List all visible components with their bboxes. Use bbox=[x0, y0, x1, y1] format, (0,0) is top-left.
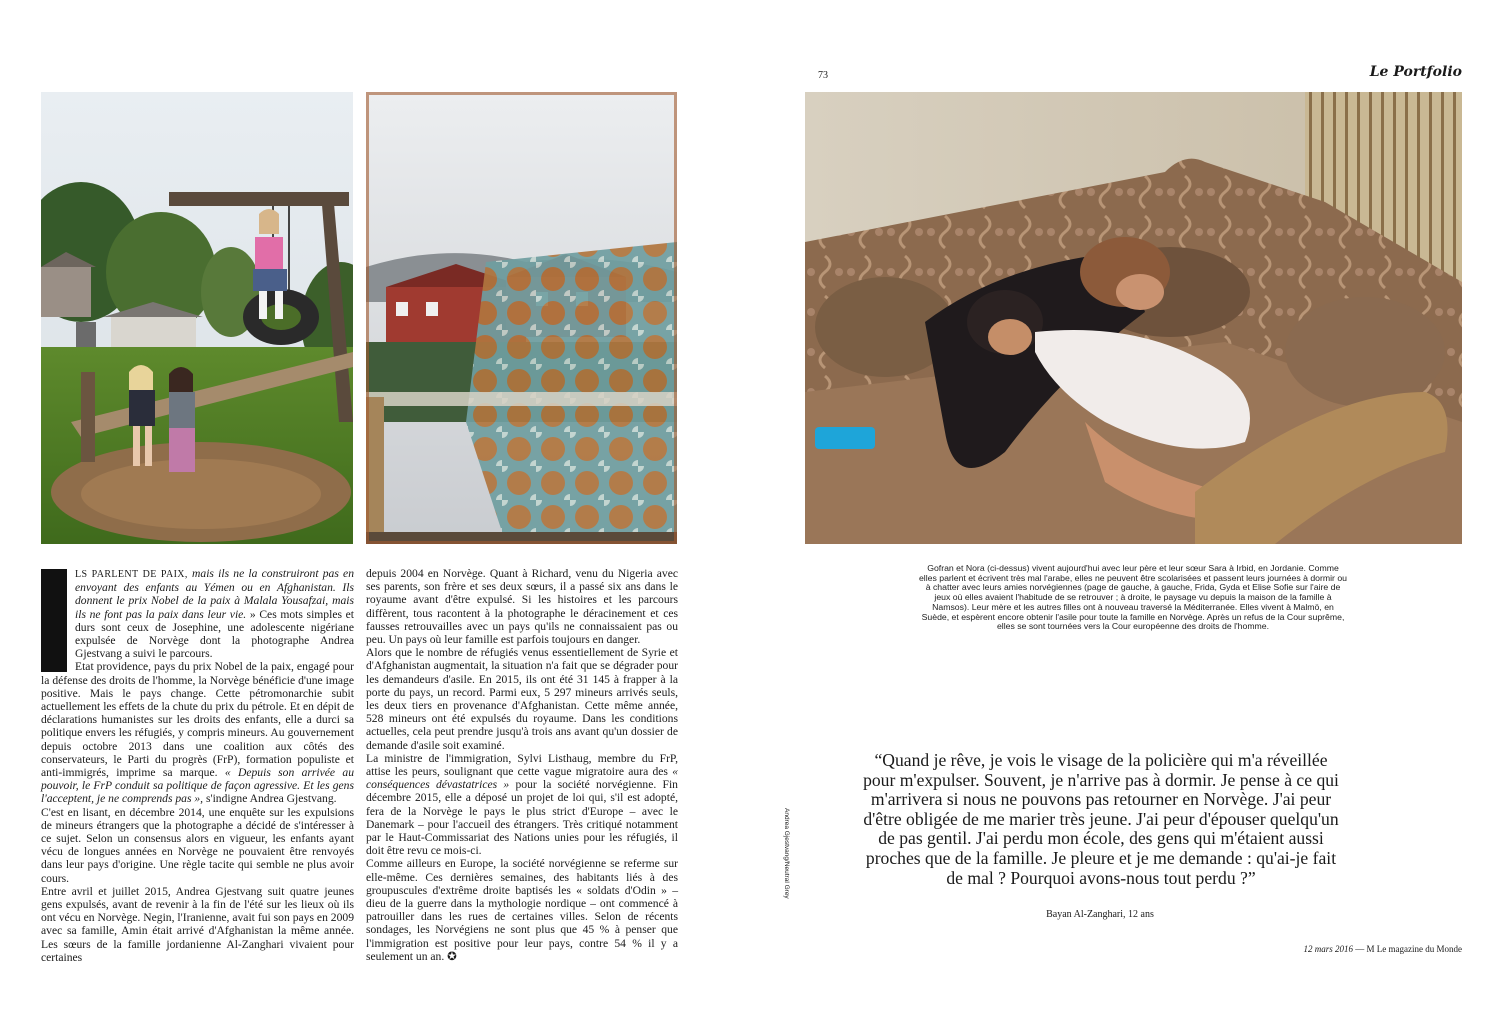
article-paragraph bbox=[41, 567, 354, 660]
article-paragraph: depuis 2004 en Norvège. Quant à Richard, venu du Nigeria avec ses parents, son frère et ses deux sœurs, il a passé six ans dans le royaume avant d'être expulsé. Si les histoires et les parcours diffèrent, tous racontent à la photographe le déracinement et ces fausses retrouvailles avec un pays qu'ils ne connaissaient pas ou peu. Un pays où leur famille est parfois toujours en danger. bbox=[366, 567, 678, 647]
page-number: 73 bbox=[818, 70, 828, 81]
article-paragraph bbox=[366, 752, 678, 858]
paragraph-text: s'indigne Andrea Gjestvang. bbox=[205, 792, 337, 806]
article-column-1 bbox=[41, 567, 354, 964]
paragraph-text: Etat providence, pays du prix Nobel de la paix, engagé pour la défense des droits de l'homme, la Norvège bénéficie d'une image positive. Mais le pays change. Cette pétromonarchie subit actuellement les effets de la chute du prix du pétrole. Et en dépit de déclarations humanistes sur les droits des enfants, elle a durci sa politique envers les réfugiés, y compris mineurs. Au gouvernement depuis octobre 2013 dans une coalition aux côtés des conservateurs, le Parti du progrès (FrP), formation populiste et anti-immigrés, imprime sa marque. bbox=[41, 660, 354, 780]
paragraph-text: pour la société norvégienne. Fin décembre 2015, elle a déposé un projet de loi qui, s'il est adopté, fera de la Norvège le pays le plus strict d'Europe – avec le Danemark – pour l'accueil des étrangers. Très critiqué notamment par le Haut-Commissariat des Nations unies pour les réfugiés, il doit être revu ce mois-ci. bbox=[366, 778, 678, 858]
paragraph-text: La ministre de l'immigration, Sylvi Listhaug, membre du FrP, attise les peurs, soulignant que cette vague migratoire aura des bbox=[366, 751, 678, 779]
lead-italic-quote: mais ils ne la construiront pas en envoyant des enfants au Yémen ou en Afghanistan. Ils donnent le prix Nobel de la paix à Malala Yousafzai, mais ils ne font pas la paix dans leur vie. bbox=[75, 567, 354, 621]
article-paragraph bbox=[41, 660, 354, 805]
inline-quote: « Depuis son arrivée au pouvoir, le FrP conduit sa politique de façon agressive. Et les gens l'acceptent, je ne comprends pas », bbox=[41, 766, 354, 806]
photo-playground-image bbox=[41, 92, 353, 544]
footer-date: 12 mars 2016 bbox=[1303, 944, 1354, 954]
article-paragraph bbox=[366, 857, 678, 963]
photo-sleeping-girls-image bbox=[805, 92, 1462, 544]
section-title: Le Portfolio bbox=[1369, 64, 1462, 80]
article-paragraph: Alors que le nombre de réfugiés venus essentiellement de Syrie et d'Afghanistan augmentait, la situation n'a fait que se dégrader pour les demandeurs d'asile. En 2015, ils ont été 31 145 à frapper à la porte du pays, un record. Parmi eux, 5 297 mineurs arrivés seuls, les deux tiers en provenance d'Afghanistan. Cette même année, 528 mineurs ont été expulsés du royaume. Dans les conditions actuelles, cela peut prendre jusqu'à trois ans avant qu'un dossier de demande d'asile soit examiné. bbox=[366, 646, 678, 752]
article-paragraph: Entre avril et juillet 2015, Andrea Gjestvang suit quatre jeunes gens expulsés, avant de revenir à la fin de l'été sur les lieux où ils ont vécu en Norvège. Negin, l'Iranienne, avait fui son pays en 2009 avec sa famille, Amin était arrivé d'Afghanistan la même année. Les sœurs de la famille jordanienne Al-Zanghari vivaient pour certaines bbox=[41, 884, 354, 964]
photo-window-view bbox=[366, 92, 677, 544]
paragraph-text: Comme ailleurs en Europe, la société norvégienne se referme sur elle-même. Ces dernières semaines, des habitants liés à des groupuscules d'extrême droite baptisés les « soldats d'Odin » – dieu de la guerre dans la mythologie nordique – ont commencé à patrouiller dans les rues de certaines villes. Selon de récents sondages, les Norvégiens ne sont plus que 45 % à penser que l'immigration est positive pour leur pays, contre 54 % il y a seulement un an. bbox=[366, 857, 678, 963]
footer bbox=[1304, 944, 1463, 954]
lead-smallcaps: LS PARLENT DE PAIX, bbox=[75, 569, 188, 580]
article-paragraph: C'est en lisant, en décembre 2014, une enquête sur les expulsions de mineurs étrangers que la photographe a décidé de s'intéresser à ce sujet. Selon un consensus alors en vigueur, les enfants ayant vécu de longues années en Norvège ne pouvaient être renvoyés dans leur pays d'origine. Une règle tacite qui semble ne plus avoir cours. bbox=[41, 805, 354, 885]
article-column-2 bbox=[366, 567, 678, 963]
footer-publication: — M Le magazine du Monde bbox=[1355, 944, 1462, 954]
inline-quote: « conséquences dévastatrices » bbox=[366, 765, 678, 792]
quote-author: Bayan Al-Zanghari, 12 ans bbox=[1046, 909, 1154, 920]
photo-caption: Gofran et Nora (ci-dessus) vivent aujourd'hui avec leur père et leur sœur Sara à Irbid, en Jordanie. Comme elles parlent et écrivent très mal l'arabe, elles ne peuvent être scolarisées et passent leurs journées à dormir ou à chatter avec leurs amies norvégiennes (page de gauche, à gauche, Frida, Gyda et Elise Sofie sur l'aire de jeux où elles avaient l'habitude de se retrouver ; à droite, le paysage vu depuis la maison de la famille à Namsos). Leur mère et les autres filles ont à nouveau traversé la Méditerranée. Elles vivent à Malmö, en Suède, et espèrent encore obtenir l'asile pour toute la famille en Norvège. Après un refus de la Cour suprême, elles se sont tournées vers la Cour européenne des droits de l'homme. bbox=[918, 563, 1348, 632]
photo-window-view-image bbox=[366, 92, 677, 544]
photo-sleeping-girls bbox=[805, 92, 1462, 544]
photo-playground bbox=[41, 92, 353, 544]
photo-credit: Andrea Gjestvang/Neutral Grey bbox=[783, 808, 790, 899]
pull-quote: “Quand je rêve, je vois le visage de la policière qui m'a réveillée pour m'expulser. Souvent, je n'arrive pas à dormir. Je pense à ce qui m'arrivera si nous ne pouvons pas retourner en Norvège. J'ai peur d'être obligée de me marier très jeune. J'ai peur d'épouser quelqu'un de pas gentil. J'ai perdu mon école, des gens qui m'étaient aussi proches que de la famille. Je pleure et je me demande : qu'ai-je fait de mal ? Pourquoi avons-nous tout perdu ?” bbox=[863, 750, 1339, 888]
drop-cap bbox=[41, 569, 67, 672]
lead-rest: » Ces mots simples et durs sont ceux de Josephine, une adolescente nigériane expulsée de Norvège dont la photographe Andrea Gjestvang a suivi le parcours. bbox=[75, 607, 355, 661]
end-mark-icon: ✪ bbox=[447, 949, 457, 963]
